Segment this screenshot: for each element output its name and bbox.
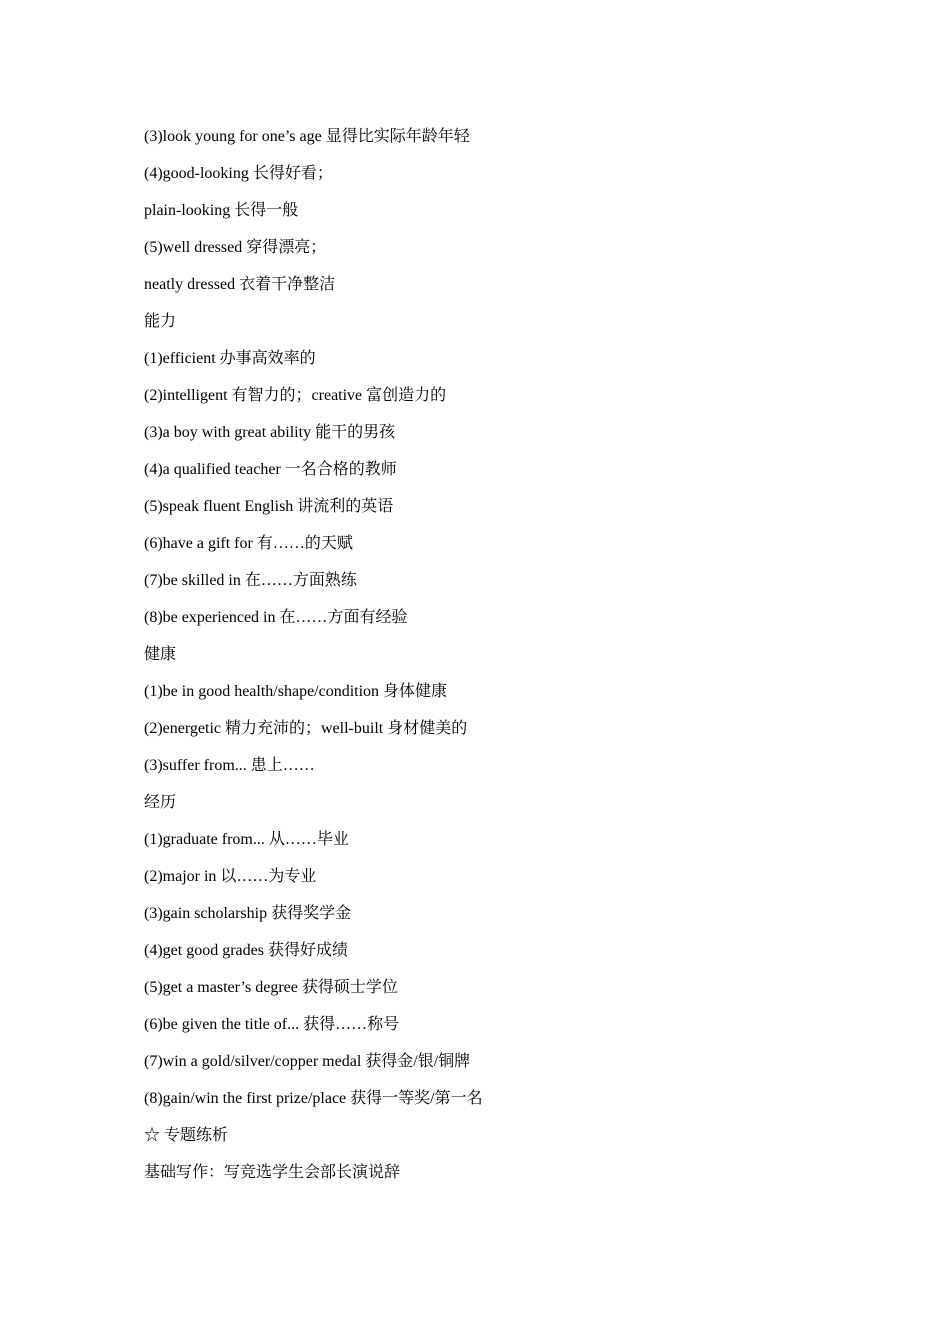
text-line: (3)look young for one’s age 显得比实际年龄年轻: [144, 128, 470, 145]
text-line: (5)get a master’s degree 获得硕士学位: [144, 979, 398, 996]
text-line: neatly dressed 衣着干净整洁: [144, 276, 336, 293]
section-heading-health: 健康: [144, 646, 177, 663]
text-line: (2)major in 以……为专业: [144, 868, 317, 885]
section-heading-writing: 基础写作：写竞选学生会部长演说辞: [144, 1164, 401, 1181]
section-heading-ability: 能力: [144, 313, 177, 330]
text-line: (6)be given the title of... 获得……称号: [144, 1016, 400, 1033]
text-line: (8)be experienced in 在……方面有经验: [144, 609, 408, 626]
document-body: [144, 118, 844, 1191]
text-line: (2)intelligent 有智力的；creative 富创造力的: [144, 387, 447, 404]
text-line: (8)gain/win the first prize/place 获得一等奖/第一名: [144, 1090, 483, 1107]
text-line: (2)energetic 精力充沛的；well-built 身材健美的: [144, 720, 468, 737]
text-line: (1)be in good health/shape/condition 身体健康: [144, 683, 448, 700]
section-heading-practice: ☆ 专题练析: [144, 1127, 229, 1144]
text-line: (6)have a gift for 有……的天赋: [144, 535, 353, 552]
text-line: (3)gain scholarship 获得奖学金: [144, 905, 352, 922]
text-line: (4)a qualified teacher 一名合格的教师: [144, 461, 397, 478]
text-line: (1)graduate from... 从……毕业: [144, 831, 349, 848]
text-line: (5)speak fluent English 讲流利的英语: [144, 498, 394, 515]
text-line: (3)a boy with great ability 能干的男孩: [144, 424, 396, 441]
section-heading-experience: 经历: [144, 794, 177, 811]
text-line: (7)win a gold/silver/copper medal 获得金/银/铜牌: [144, 1053, 471, 1070]
text-line: (4)good-looking 长得好看；: [144, 165, 333, 182]
text-line: (5)well dressed 穿得漂亮；: [144, 239, 327, 256]
text-line: (4)get good grades 获得好成绩: [144, 942, 348, 959]
text-line: (3)suffer from... 患上……: [144, 757, 315, 774]
text-line: (7)be skilled in 在……方面熟练: [144, 572, 357, 589]
text-line: (1)efficient 办事高效率的: [144, 350, 316, 367]
text-line: plain-looking 长得一般: [144, 202, 299, 219]
